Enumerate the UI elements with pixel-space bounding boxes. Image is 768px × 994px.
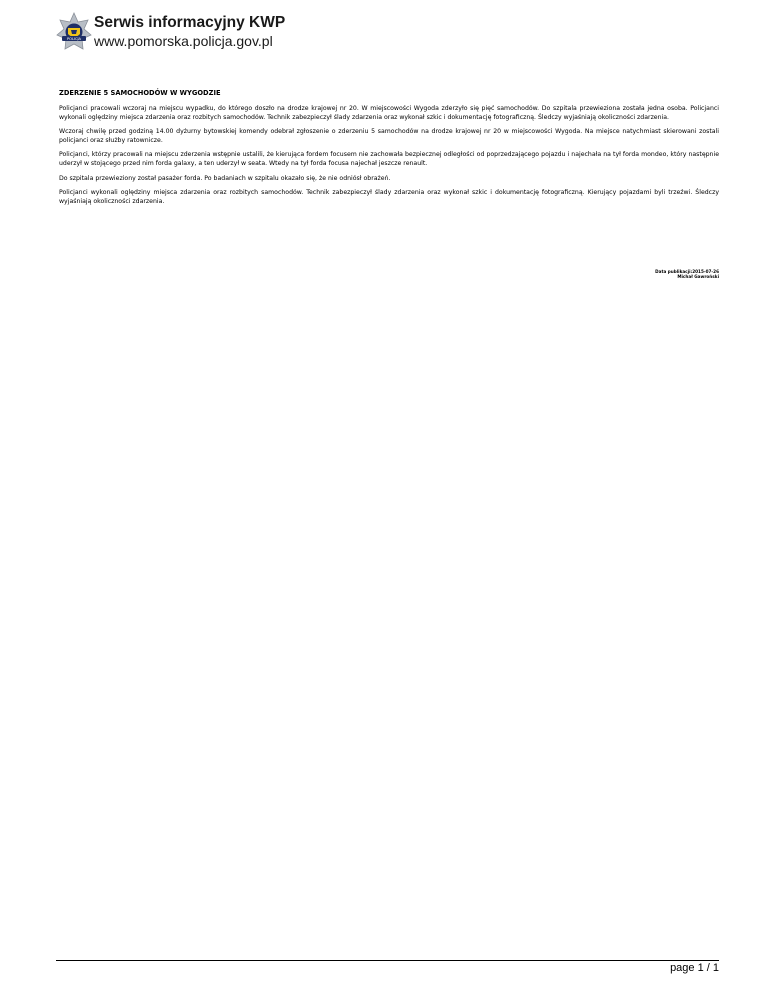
article-paragraph-5: Policjanci wykonali oględziny miejsca zdarzenia oraz rozbitych samochodów. Technik zabezpieczył ślady zdarzenia oraz wykonał szkic i dokumentację fotograficzną. Kierujący pojazdami byli trzeźwi. Śledczy wyjaśniają okoliczności zdarzenia.	[59, 189, 719, 205]
site-url[interactable]: www.pomorska.policja.gov.pl	[94, 33, 273, 49]
article-title: ZDERZENIE 5 SAMOCHODÓW W WYGODZIE	[59, 89, 221, 97]
footer-divider	[56, 960, 719, 961]
author-name: Michał Gawroński	[677, 274, 719, 279]
article-paragraph-1: Policjanci pracowali wczoraj na miejscu wypadku, do którego doszło na drodze krajowej nr 20. W miejscowości Wygoda zderzyło się pięć samochodów. Do szpitala przewieziona została jedna osoba. Policjanci wykonali oględziny miejsca zdarzenia oraz rozbitych samochodów. Technik zabezpieczył ślady zdarzenia oraz wykonał szkic i dokumentację fotograficzną. Śledczy wyjaśniają okoliczności zdarzenia.	[59, 105, 719, 121]
site-title: Serwis informacyjny KWP	[94, 14, 286, 31]
page-header	[56, 12, 716, 54]
article-paragraph-2: Wczoraj chwilę przed godziną 14.00 dyżurny bytowskiej komendy odebrał zgłoszenie o zderzeniu 5 samochodów na drodze krajowej nr 20 w miejscowości Wygoda. Na miejsce natychmiast skierowani zostali policjanci oraz służby ratownicze.	[59, 128, 719, 144]
page-number: page 1 / 1	[670, 962, 719, 974]
publication-meta	[655, 269, 719, 279]
article-paragraph-4: Do szpitala przewieziony został pasażer forda. Po badaniach w szpitalu okazało się, że nie odniósł obrażeń.	[59, 174, 391, 182]
police-star-logo	[56, 12, 92, 52]
logo-text: POLICJA	[66, 37, 82, 41]
article	[59, 89, 719, 212]
publication-date: Data publikacji:2015-07-26	[655, 269, 719, 274]
article-paragraph-3: Policjanci, którzy pracowali na miejscu zderzenia wstępnie ustalili, że kierująca fordem focusem nie zachowała bezpiecznej odległości od poprzedzającego pojazdu i najechała na tył forda mondeo, który następnie uderzył w stojącego przed nim forda galaxy, a ten uderzył w seata. Wtedy na tył forda focusa najechał jeszcze renault.	[59, 151, 719, 167]
